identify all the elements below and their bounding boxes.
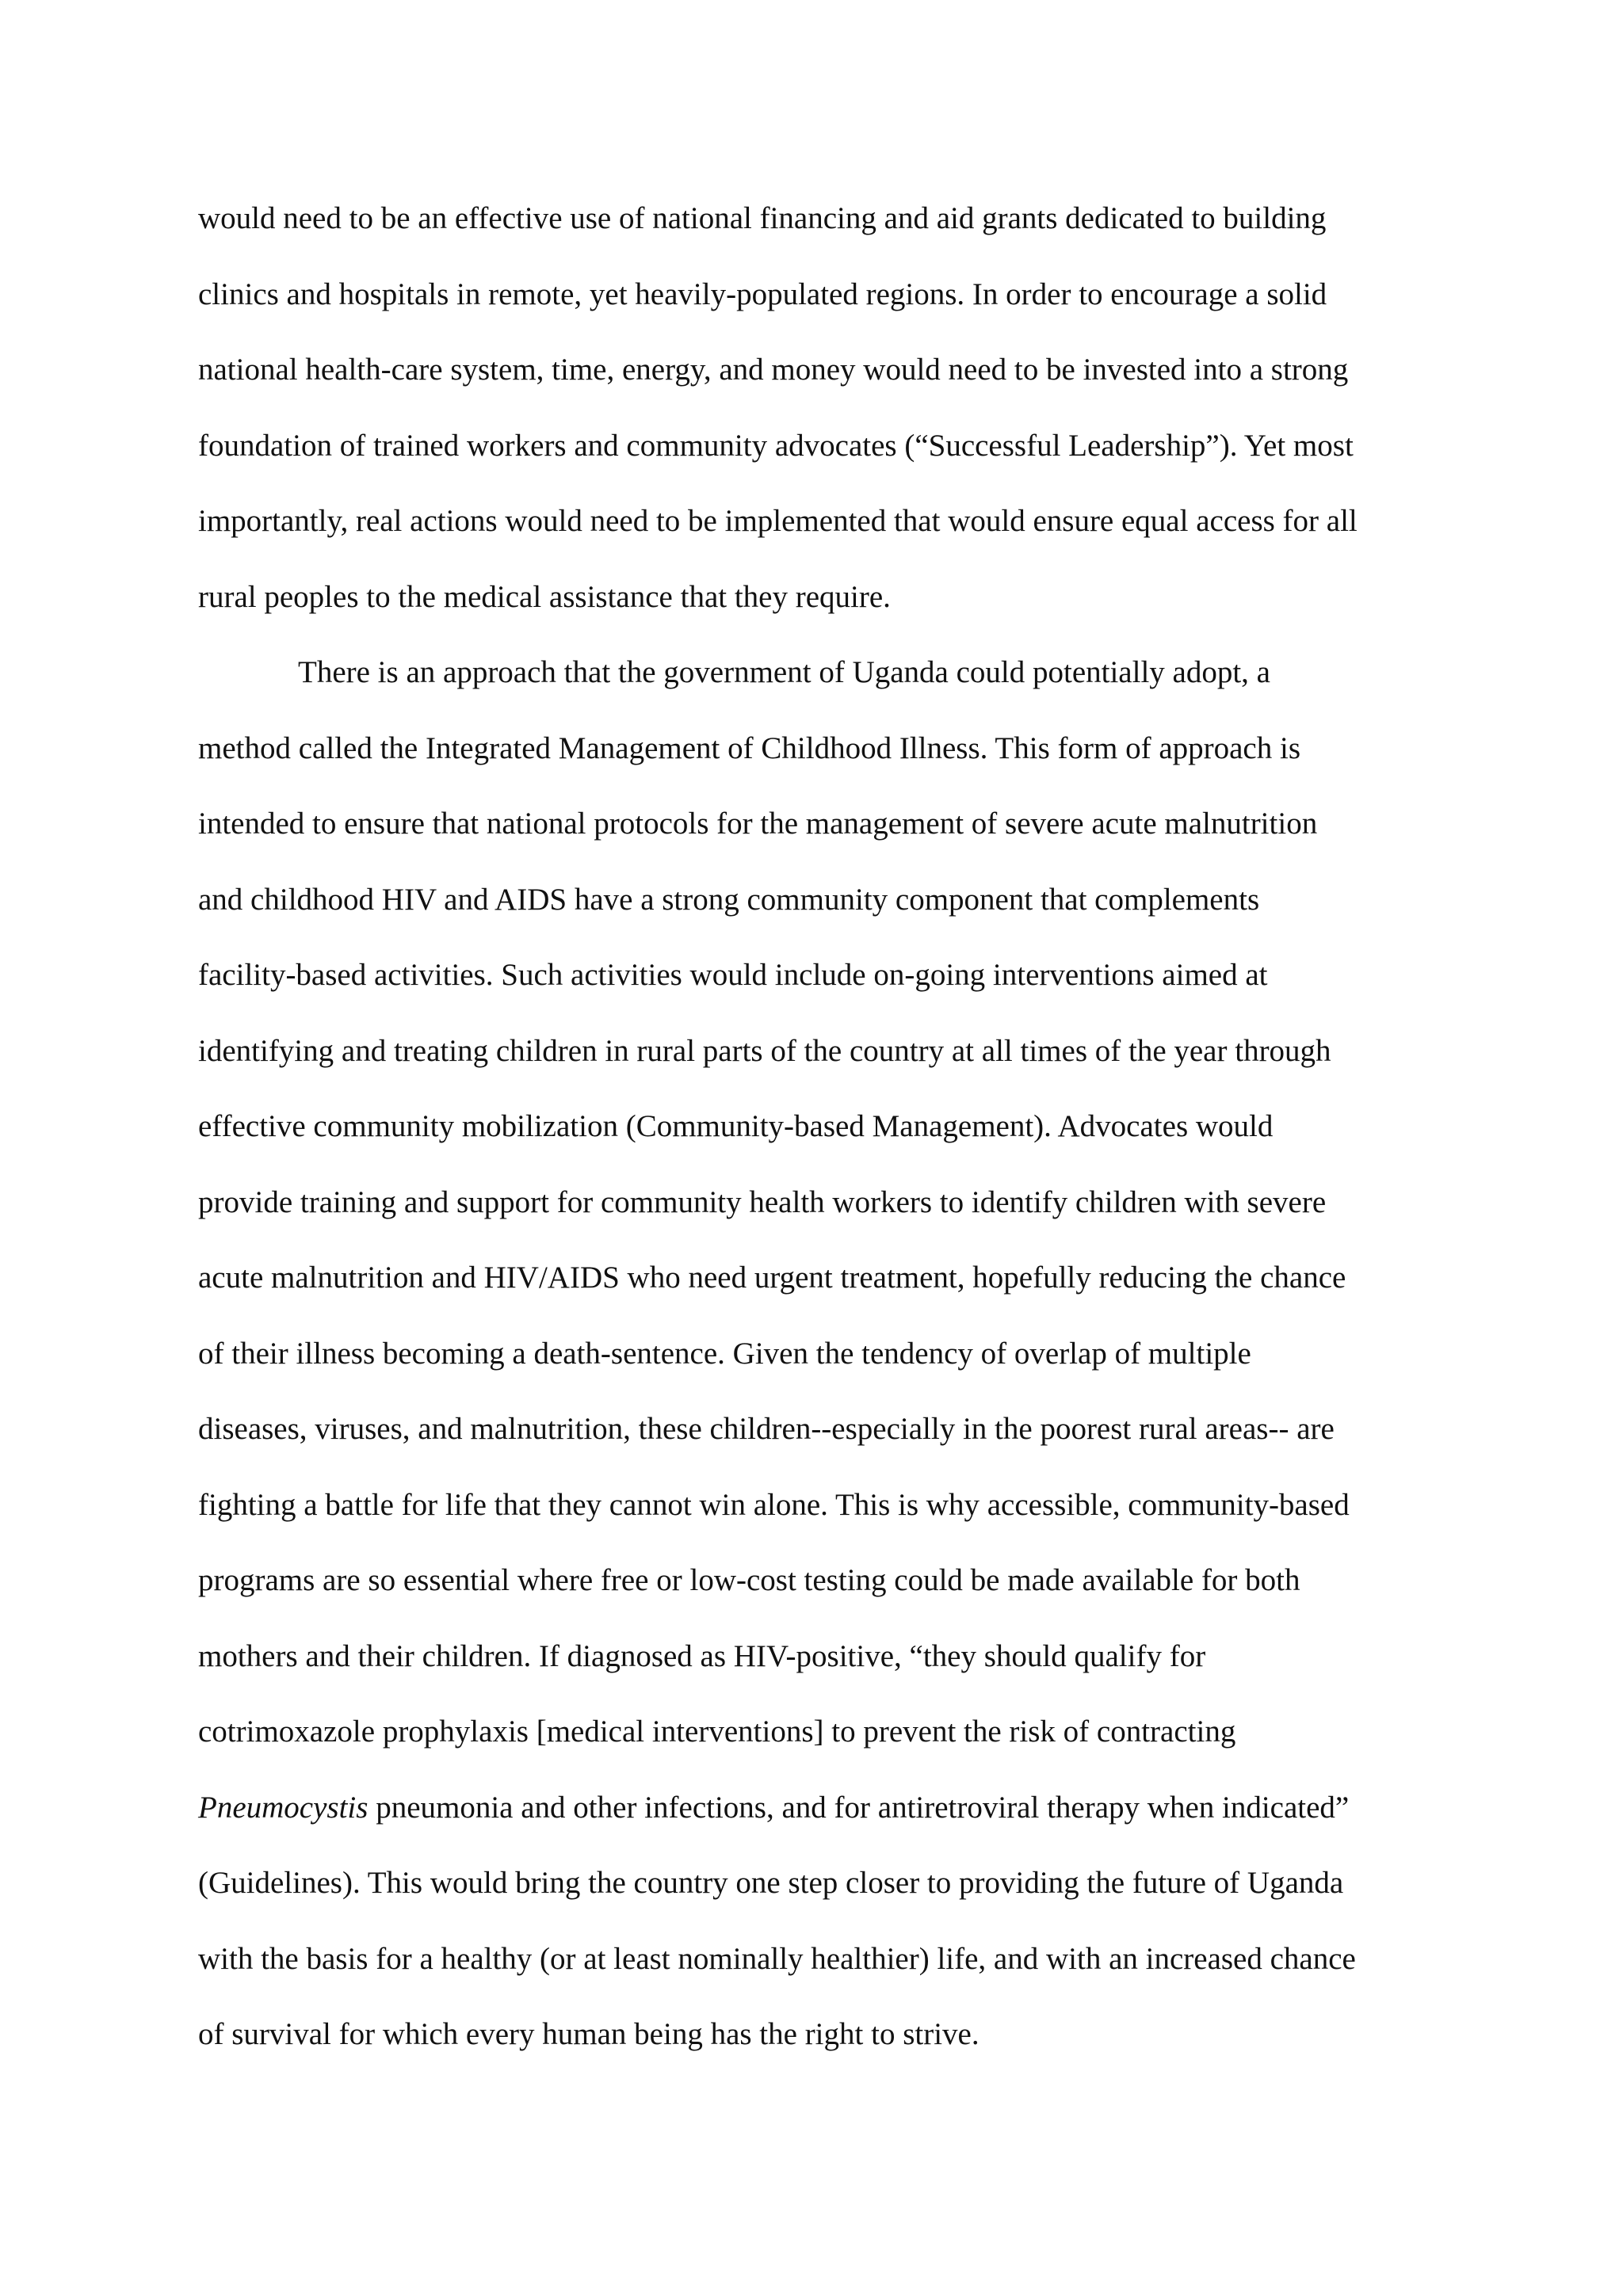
text-line: diseases, viruses, and malnutrition, these children--especially in the poorest rural areas-- are <box>198 1412 1335 1446</box>
text-line-indented: There is an approach that the government of Uganda could potentially adopt, a <box>298 655 1270 689</box>
italic-term: Pneumocystis <box>198 1790 369 1825</box>
text-line: intended to ensure that national protocols for the management of severe acute malnutrition <box>198 807 1318 841</box>
paragraph-2 <box>198 643 1442 2081</box>
text-line: and childhood HIV and AIDS have a strong community component that complements <box>198 882 1260 917</box>
text-line: clinics and hospitals in remote, yet heavily-populated regions. In order to encourage a solid <box>198 277 1327 311</box>
text-line: mothers and their children. If diagnosed as HIV-positive, “they should qualify for <box>198 1638 1206 1673</box>
text-line-with-italic <box>198 1778 1442 1854</box>
text-line: cotrimoxazole prophylaxis [medical interventions] to prevent the risk of contracting <box>198 1714 1236 1749</box>
text-line: (Guidelines). This would bring the country one step closer to providing the future of Uganda <box>198 1866 1344 1900</box>
text-line: method called the Integrated Management of Childhood Illness. This form of approach is <box>198 730 1300 765</box>
text-line: provide training and support for community health workers to identify children with severe <box>198 1184 1327 1219</box>
text-line: rural peoples to the medical assistance that they require. <box>198 579 891 614</box>
text-line: acute malnutrition and HIV/AIDS who need urgent treatment, hopefully reducing the chance <box>198 1261 1346 1295</box>
text-line: fighting a battle for life that they cannot win alone. This is why accessible, community-based <box>198 1487 1350 1522</box>
text-line: with the basis for a healthy (or at least nominally healthier) life, and with an increased chance <box>198 1941 1356 1976</box>
text-line: identifying and treating children in rural parts of the country at all times of the year through <box>198 1033 1331 1068</box>
text-line: national health-care system, time, energy, and money would need to be invested into a strong <box>198 353 1349 387</box>
body-text <box>198 189 1442 2081</box>
text-line: facility-based activities. Such activities would include on-going interventions aimed at <box>198 958 1268 992</box>
text-line: programs are so essential where free or low-cost testing could be made available for both <box>198 1563 1300 1597</box>
text-line: of survival for which every human being has the right to strive. <box>198 2017 980 2051</box>
text-span: pneumonia and other infections, and for antiretroviral therapy when indicated” <box>368 1790 1350 1825</box>
paragraph-1 <box>198 189 1442 643</box>
text-line: foundation of trained workers and community advocates (“Successful Leadership”). Yet most <box>198 428 1354 463</box>
text-line: importantly, real actions would need to be implemented that would ensure equal access for all <box>198 504 1358 538</box>
text-line: effective community mobilization (Community-based Management). Advocates would <box>198 1109 1274 1143</box>
text-line: of their illness becoming a death-sentence. Given the tendency of overlap of multiple <box>198 1336 1251 1371</box>
text-line: would need to be an effective use of national financing and aid grants dedicated to building <box>198 201 1327 235</box>
